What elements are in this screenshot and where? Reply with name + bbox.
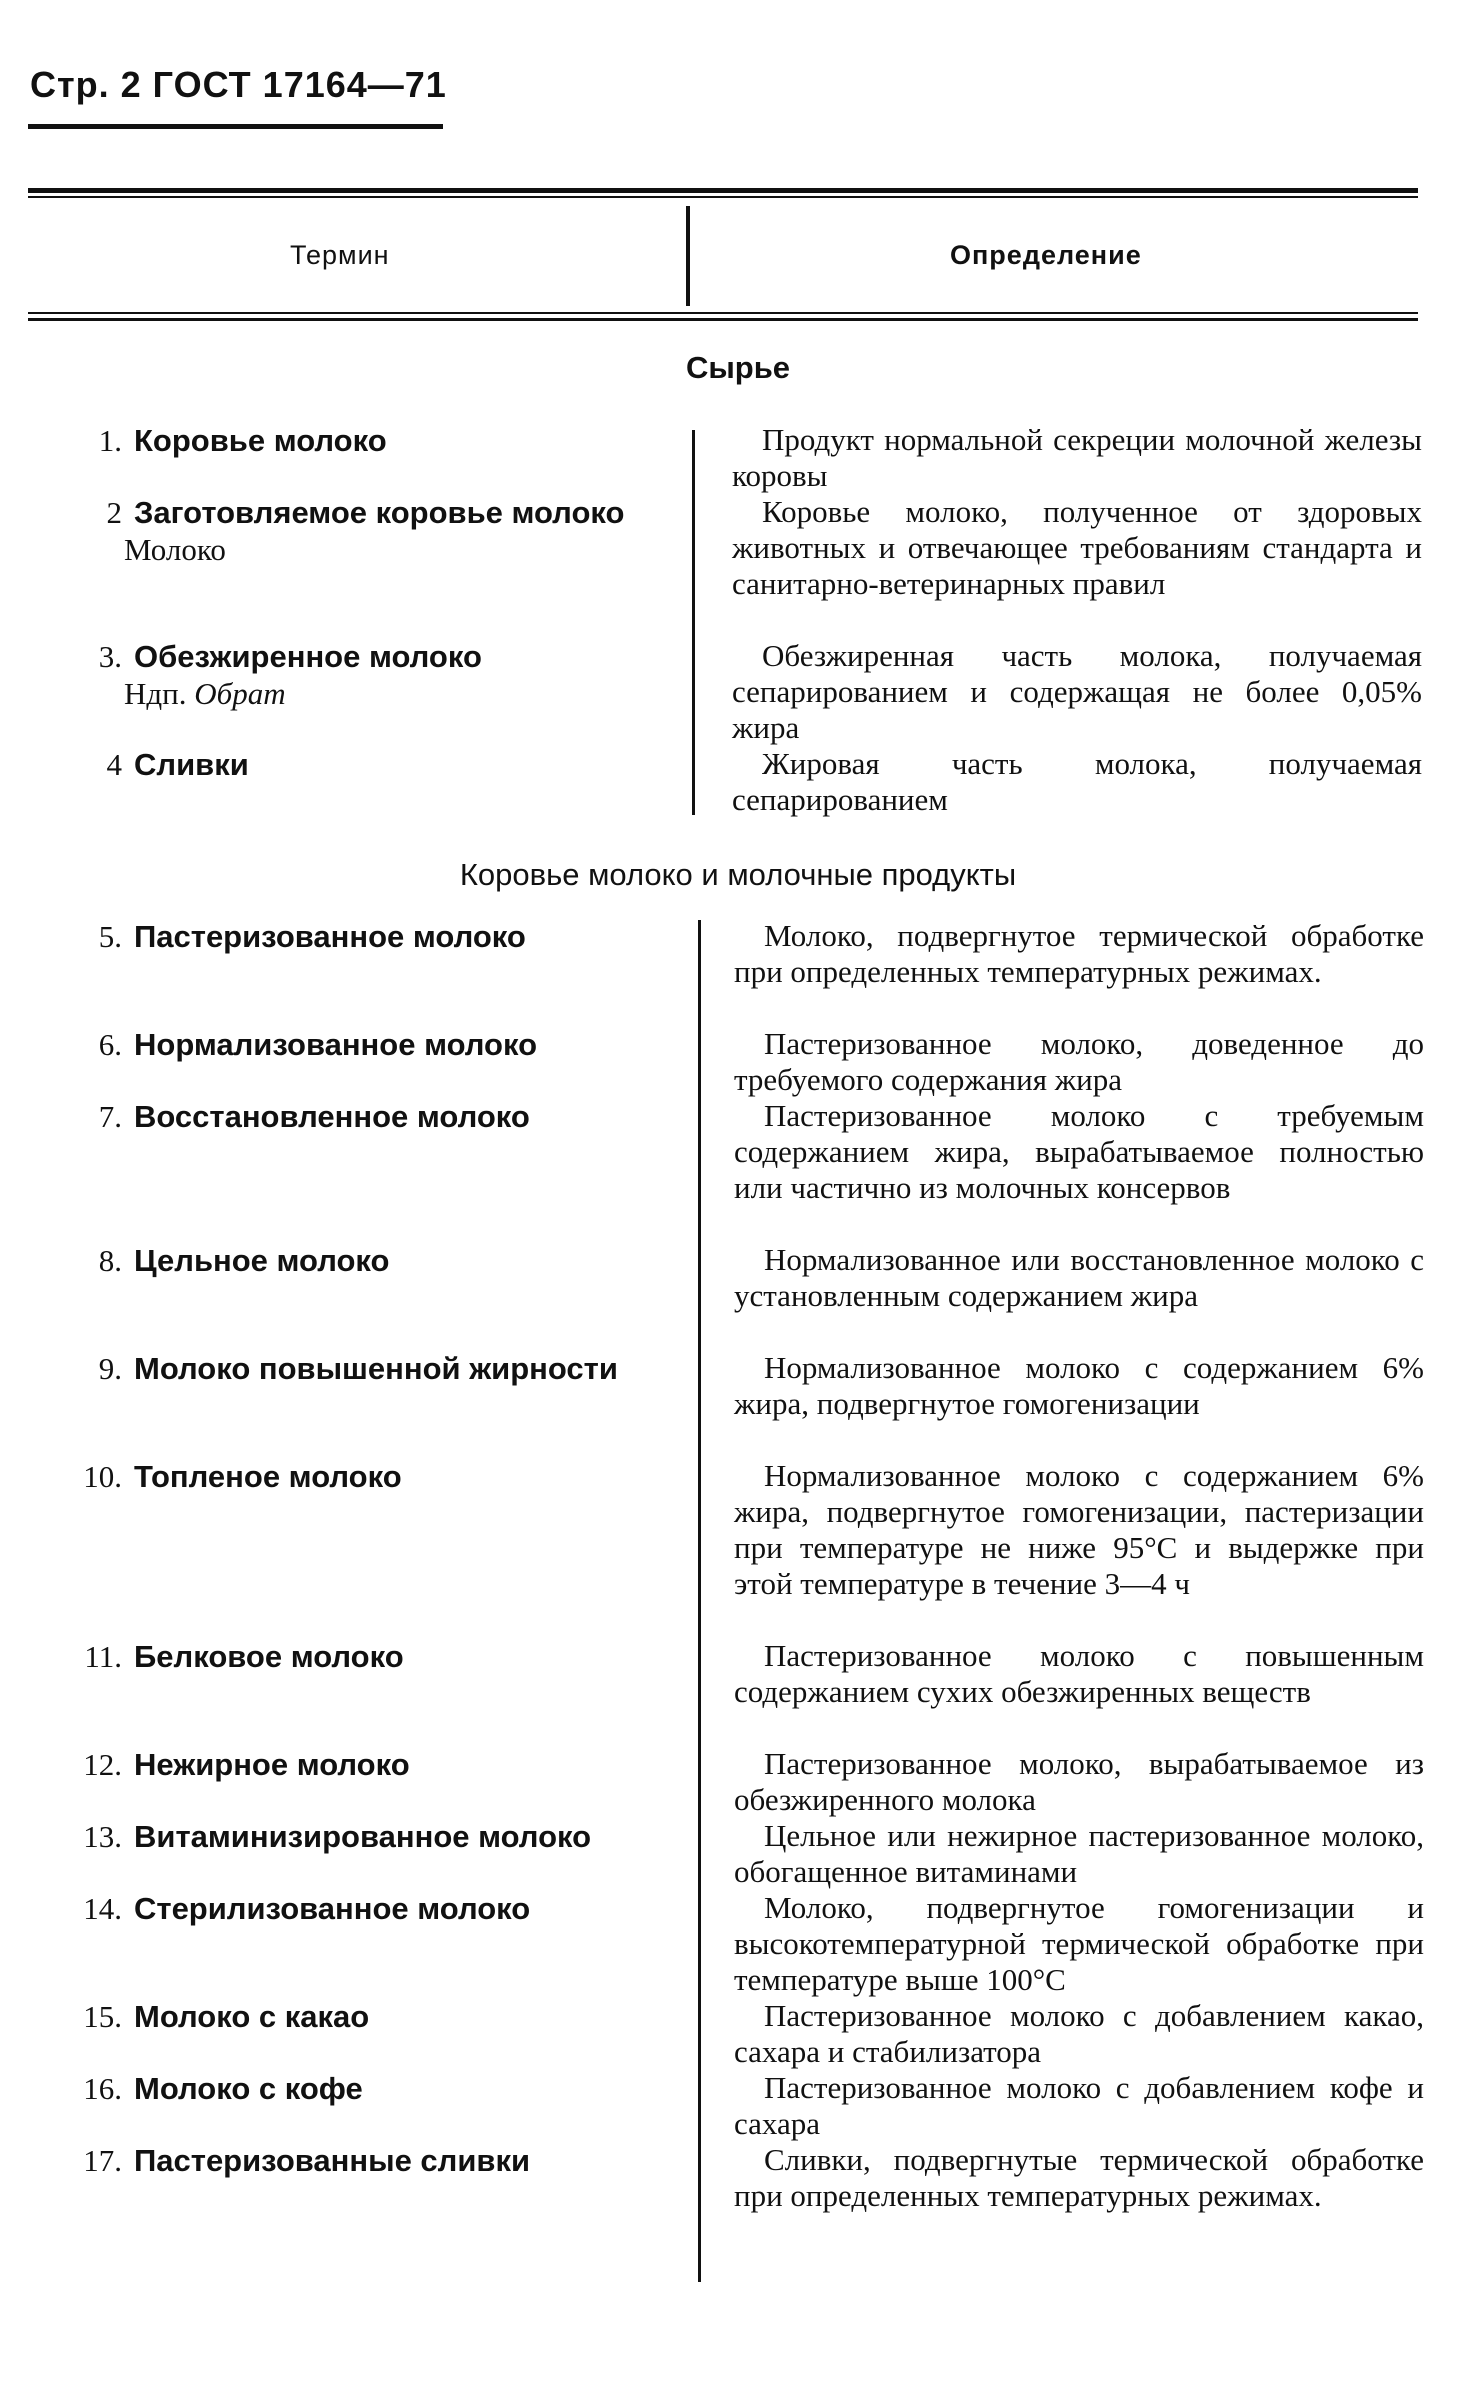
term-number: 3.	[98, 639, 122, 674]
term-name: Топленое молоко	[134, 1459, 402, 1494]
term-number: 11.	[84, 1639, 122, 1674]
table-header-rule	[28, 312, 1418, 314]
term-name: Молоко повышенной жирности	[134, 1351, 618, 1386]
term-number: 12.	[83, 1747, 122, 1782]
term-name: Восстановленное молоко	[134, 1099, 530, 1134]
definition-cell: Нормализованное молоко с содержанием 6% жира, подвергнутое гомогенизации	[734, 1350, 1424, 1421]
definition-cell: Пастеризованное молоко с повышенным содержанием сухих обезжиренных веществ	[734, 1638, 1424, 1709]
term-name: Нормализованное молоко	[134, 1027, 538, 1062]
term-name: Коровье молоко	[134, 423, 387, 458]
term-cell	[60, 1458, 690, 1495]
term-name: Пастеризованные сливки	[134, 2143, 531, 2178]
term-number: 7.	[98, 1099, 122, 1134]
column-divider-section-2	[698, 920, 701, 2282]
term-cell	[60, 1890, 690, 1927]
deprecated-synonym: Обрат	[194, 676, 286, 711]
definition-cell: Нормализованное молоко с содержанием 6% жира, подвергнутое гомогенизации, пастеризации при температуре не ниже 95°С и выдержке при этой температуре в течение 3—4 ч	[734, 1458, 1424, 1601]
term-name: Цельное молоко	[134, 1243, 390, 1278]
definition-cell: Цельное или нежирное пастеризованное молоко, обогащенное витаминами	[734, 1818, 1424, 1889]
term-cell	[60, 1746, 690, 1783]
term-number: 17.	[83, 2143, 122, 2178]
term-number: 2	[106, 495, 122, 530]
term-cell	[60, 1818, 690, 1855]
term-name: Витаминизированное молоко	[134, 1819, 592, 1854]
term-name: Белковое молоко	[134, 1639, 404, 1674]
definition-cell: Пастеризованное молоко, доведенное до требуемого содержания жира	[734, 1026, 1424, 1097]
term-cell	[60, 1242, 690, 1279]
term-cell	[60, 494, 690, 568]
term-number: 8.	[98, 1243, 122, 1278]
term-cell	[60, 1638, 690, 1675]
table-header-rule-thick	[28, 318, 1418, 321]
header-underline	[28, 124, 443, 129]
term-number: 14.	[83, 1891, 122, 1926]
term-cell	[60, 422, 690, 459]
not-recommended-label: Ндп.	[124, 676, 187, 711]
term-synonym	[60, 675, 690, 712]
header-column-divider	[686, 206, 690, 306]
term-number: 6.	[98, 1027, 122, 1062]
column-divider-section-1	[692, 430, 695, 815]
column-header-term: Термин	[290, 240, 390, 270]
term-number: 9.	[98, 1351, 122, 1386]
definition-cell: Обезжиренная часть молока, получаемая сепарированием и содержащая не более 0,05% жира	[732, 638, 1422, 745]
term-cell	[60, 918, 690, 955]
table-top-rule-thin	[28, 196, 1418, 198]
term-name: Обезжиренное молоко	[134, 639, 482, 674]
term-cell	[60, 1350, 690, 1387]
definition-cell: Пастеризованное молоко с добавлением кофе и сахара	[734, 2070, 1424, 2141]
term-cell	[60, 746, 690, 783]
page-header: Стр. 2 ГОСТ 17164—71	[30, 64, 447, 105]
term-cell	[60, 638, 690, 712]
definition-cell: Пастеризованное молоко, вырабатываемое из обезжиренного молока	[734, 1746, 1424, 1817]
definition-cell: Сливки, подвергнутые термической обработке при определенных температурных режимах.	[734, 2142, 1424, 2213]
definition-cell: Пастеризованное молоко с добавлением какао, сахара и стабилизатора	[734, 1998, 1424, 2069]
term-cell	[60, 1098, 690, 1135]
term-number: 4	[106, 747, 122, 782]
term-cell	[60, 2142, 690, 2179]
term-name: Молоко с какао	[134, 1999, 370, 2034]
term-cell	[60, 1026, 690, 1063]
term-number: 10.	[83, 1459, 122, 1494]
table-top-rule	[28, 188, 1418, 193]
section-title-milk-products: Коровье молоко и молочные продукты	[459, 857, 1017, 892]
term-name: Пастеризованное молоко	[134, 919, 526, 954]
term-name: Молоко с кофе	[134, 2071, 363, 2106]
definition-cell: Пастеризованное молоко с требуемым содержанием жира, вырабатываемое полностью или частично из молочных консервов	[734, 1098, 1424, 1205]
term-number: 13.	[83, 1819, 122, 1854]
definition-cell: Молоко, подвергнутое гомогенизации и высокотемпературной термической обработке при температуре выше 100°С	[734, 1890, 1424, 1997]
term-number: 1.	[98, 423, 122, 458]
section-title-raw: Сырье	[685, 350, 791, 385]
term-cell	[60, 2070, 690, 2107]
definition-cell: Нормализованное или восстановленное молоко с установленным содержанием жира	[734, 1242, 1424, 1313]
column-header-definition: Определение	[950, 240, 1142, 270]
definition-cell: Продукт нормальной секреции молочной железы коровы	[732, 422, 1422, 493]
term-name: Сливки	[134, 747, 249, 782]
definition-cell: Жировая часть молока, получаемая сепарированием	[732, 746, 1422, 817]
term-cell	[60, 1998, 690, 2035]
term-name: Нежирное молоко	[134, 1747, 410, 1782]
term-synonym: Молоко	[124, 532, 226, 567]
definition-cell: Молоко, подвергнутое термической обработке при определенных температурных режимах.	[734, 918, 1424, 989]
term-name: Заготовляемое коровье молоко	[134, 495, 625, 530]
definition-cell: Коровье молоко, полученное от здоровых животных и отвечающее требованиям стандарта и санитарно-ветеринарных правил	[732, 494, 1422, 601]
term-number: 5.	[98, 919, 122, 954]
term-name: Стерилизованное молоко	[134, 1891, 531, 1926]
term-number: 15.	[83, 1999, 122, 2034]
term-number: 16.	[83, 2071, 122, 2106]
